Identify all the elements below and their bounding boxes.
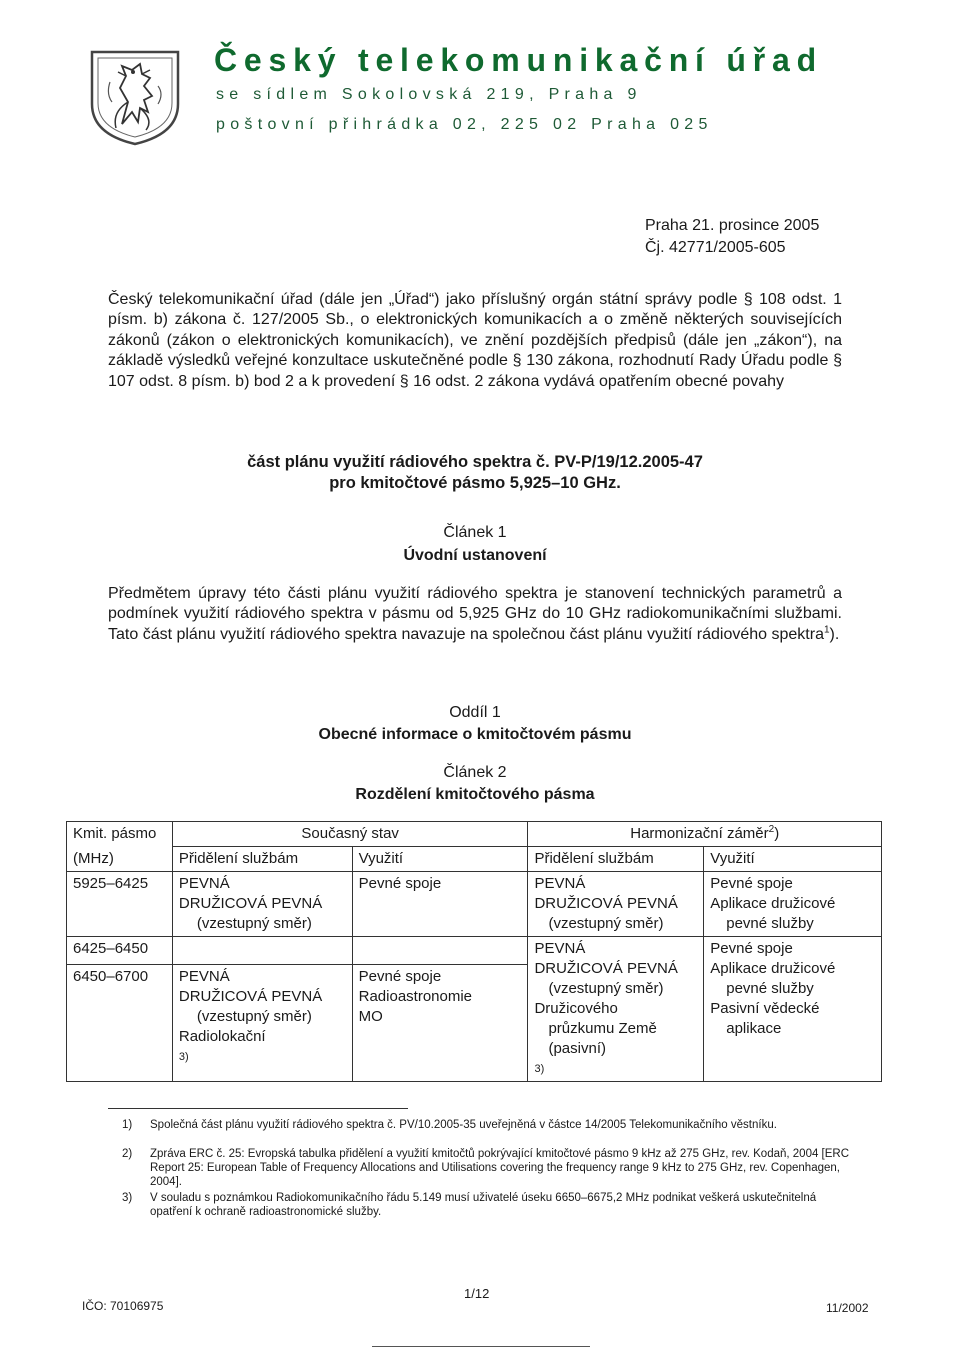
header-band-unit: (MHz) [67,847,173,872]
footnote-divider [108,1108,408,1109]
cell-line: Pevné spoje [358,967,442,985]
cell-line: aplikace [726,1020,782,1037]
plan-title-line-2: pro kmitočtové pásmo 5,925–10 GHz. [329,474,621,492]
current-use-cell [352,872,528,937]
cell-line: Aplikace družicové [710,895,836,912]
cell-line: Pevné spoje [710,940,793,957]
article-1-end: ). [829,625,840,643]
org-address: se sídlem Sokolovská 219, Praha 9 [216,86,642,103]
footnote-number: 3) [122,1192,133,1204]
cell-line: Pevné spoje [710,875,793,892]
header-harmonized-label: Harmonizační záměr [630,825,769,842]
cell-line: PEVNÁ [178,875,230,892]
table-header-row-1 [67,822,882,847]
footnote-ref-1: 1 [823,624,830,636]
article-1-text [108,584,842,645]
current-use-cell [352,937,528,965]
cell-line: Družicového [534,1000,618,1017]
preamble: Český telekomunikační úřad (dále jen „Úřad“) jako příslušný orgán státní správy podle § 108 odst. 1 písm. b) zákona č. 127/2005 Sb., o elektronických komunikacích a o změně některých souvisejících zákonů (zákon o elektronických komunikacích), ve znění pozdějších předpisů (dále jen „zákon“), na základě výsledků veřejné konzultace uskutečněné podle § 130 zákona, rozhodnutí Rady Úřadu podle § 107 odst. 8 písm. b) bod 2 a k provedení § 16 odst. 2 zákona vydává opatřením obecné povahy [108,291,842,390]
footnote [122,1191,850,1219]
harm-use-cell [704,937,882,1082]
table-row [67,937,882,965]
band-cell: 5925–6425 [67,872,173,937]
page-number: 1/12 [464,1286,490,1301]
org-po-box: poštovní přihrádka 02, 225 02 Praha 025 [216,116,713,133]
current-alloc-cell [172,964,352,1081]
band-cell: 6450–6700 [67,964,173,1081]
cell-line: DRUŽICOVÁ PEVNÁ [178,987,323,1005]
article-1-title: Úvodní ustanovení [403,547,547,564]
header-band-label: Kmit. pásmo [67,822,173,847]
section-1-title: Obecné informace o kmitočtovém pásmu [318,726,632,743]
cell-line: (vzestupný směr) [196,1007,312,1025]
cell-line: Radiolokační [178,1027,266,1045]
form-code: 11/2002 [826,1301,869,1315]
cell-line: Aplikace družicové [710,960,836,977]
cell-line: PEVNÁ [534,875,586,892]
footnote [122,1147,850,1189]
header-harm-alloc: Přidělení službám [528,847,704,872]
cell-line: (pasivní) [548,1040,606,1057]
footnote [122,1118,850,1132]
header-harmonized-close: ) [774,825,780,842]
section-1-number: Oddíl 1 [449,704,501,721]
article-2-heading [108,762,842,805]
reference-number: Čj. 42771/2005-605 [645,239,786,256]
cell-line: PEVNÁ [534,940,586,957]
band-cell: 6425–6450 [67,937,173,965]
harm-alloc-cell [528,937,704,1082]
article-1-heading [108,522,842,566]
table-row [67,872,882,937]
article-1-number: Článek 1 [443,524,507,541]
header-harm-use: Využití [704,847,882,872]
section-1-heading [108,702,842,745]
cell-line: DRUŽICOVÁ PEVNÁ [534,895,678,912]
cell-line: Radioastronomie [358,987,473,1005]
current-use-cell [352,964,528,1081]
czech-lion-crest-icon [82,42,188,148]
footnote-text: V souladu s poznámkou Radiokomunikačního řádu 5.149 musí uživatelé úseku 6650–6675,2 MHz podnikat veškerá uskutečnitelná opatření k ochraně radioastronomické služby. [150,1192,817,1218]
footnote-ref-2: 2 [768,824,775,835]
ico-number: IČO: 70106975 [82,1299,164,1313]
plan-title-line-1: část plánu využití rádiového spektra č. PV-P/19/12.2005-47 [247,453,703,471]
footnote-ref-3-harm: 3) [534,1063,545,1075]
cell-line: DRUŽICOVÁ PEVNÁ [178,895,323,912]
article-2-title: Rozdělení kmitočtového pásma [355,786,595,803]
article-1-body: Předmětem úpravy této části plánu využití rádiového spektra je stanovení technických parametrů a podmínek využití rádiového spektra v pásmu od 5,925 GHz do 10 GHz radiokomunikačními službami. Tato část plánu využití rádiového spektra navazuje na společnou část plánu využití rádiového spektra [108,585,842,643]
current-alloc-cell [172,872,352,937]
frequency-allocation-table [66,821,882,1082]
bottom-rule [372,1346,590,1347]
cell-line: (vzestupný směr) [196,915,312,932]
cell-line: Pasivní vědecké [710,1000,820,1017]
date-place: Praha 21. prosince 2005 [645,217,820,234]
plan-title [108,452,842,494]
harm-alloc-cell [528,872,704,937]
cell-line: DRUŽICOVÁ PEVNÁ [534,960,678,977]
cell-line: PEVNÁ [178,967,230,985]
footnote-text: Zpráva ERC č. 25: Evropská tabulka přidělení a využití kmitočtů pokrývající kmitočtové pásmo 9 kHz až 275 GHz, rev. Kodaň, 2004 [ERC Report 25: European Table of Frequency Allocations and Utilisations covering the frequency range 9 kHz to 275 GHz, rev. Copenhagen, 2004]. [150,1148,850,1188]
footnote-text: Společná část plánu využití rádiového spektra č. PV/10.2005-35 uveřejněná v částce 14/2005 Telekomunikačního věstníku. [150,1119,777,1131]
table-header-row-2 [67,847,882,872]
header-harmonized [528,822,882,847]
cell-line: pevné služby [726,915,814,932]
footnote-number: 2) [122,1148,133,1160]
header-current-alloc: Přidělení službám [172,847,352,872]
cell-line: Pevné spoje [358,875,442,892]
date-block [645,215,819,259]
header-current-use: Využití [352,847,528,872]
harm-use-cell [704,872,882,937]
header-current-state: Současný stav [172,822,528,847]
footnote-ref-3-cur: 3) [178,1050,189,1063]
org-name: Český telekomunikační úřad [214,42,823,78]
footnote-number: 1) [122,1119,133,1131]
cell-line: (vzestupný směr) [548,915,664,932]
cell-line: průzkumu Země [548,1020,657,1037]
current-alloc-cell [172,937,352,965]
cell-line: MO [358,1007,383,1025]
cell-line: pevné služby [726,980,814,997]
article-2-number: Článek 2 [443,764,507,781]
cell-line: (vzestupný směr) [548,980,664,997]
